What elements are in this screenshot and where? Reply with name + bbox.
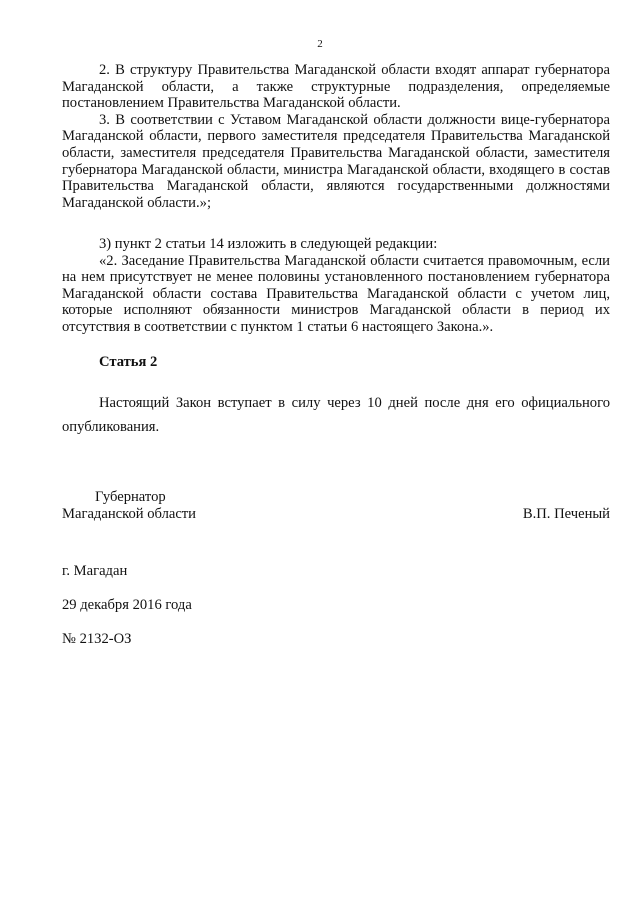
place-line: г. Магадан	[62, 563, 128, 579]
article-text: Настоящий Закон вступает в силу через 10 дней после дня его официального опубликования.	[62, 395, 610, 435]
signature-region: Магаданской области	[62, 506, 196, 522]
paragraph-positions: 3. В соответствии с Уставом Магаданской области должности вице-губернатора Магаданской области, первого заместителя председателя Правительства Магаданской области, заместителя председателя Правительства Магаданской области, заместителя губернатора Магаданской области, министра Магаданской области, входящего в состав Правительства Магаданской области, являются государственными должностями Магаданской области.»;	[62, 111, 610, 211]
amendment-block-top	[62, 62, 610, 211]
amendment-block-mid	[62, 236, 610, 336]
paragraph-item-3: 3) пункт 2 статьи 14 изложить в следующей редакции:	[99, 236, 438, 252]
signature-name: В.П. Печеный	[522, 506, 610, 522]
page-number: 2	[317, 38, 323, 50]
signature-title: Губернатор	[95, 489, 166, 505]
date-line: 29 декабря 2016 года	[62, 597, 192, 613]
law-number: № 2132-ОЗ	[62, 631, 132, 647]
paragraph-structure: 2. В структуру Правительства Магаданской области входят аппарат губернатора Магаданской области, а также структурные подразделения, определяемые постановлением Правительства Магаданской области.	[62, 62, 610, 112]
paragraph-quorum: «2. Заседание Правительства Магаданской области считается правомочным, если на нем присутствует не менее половины установленного постановлением губернатора Магаданской области состава Правительства Магаданской области с учетом лиц, которые исполняют обязанности министров Магаданской области в период их отсутствия в соответствии с пунктом 1 статьи 6 настоящего Закона.».	[62, 252, 610, 335]
article-heading: Статья 2	[99, 354, 158, 370]
